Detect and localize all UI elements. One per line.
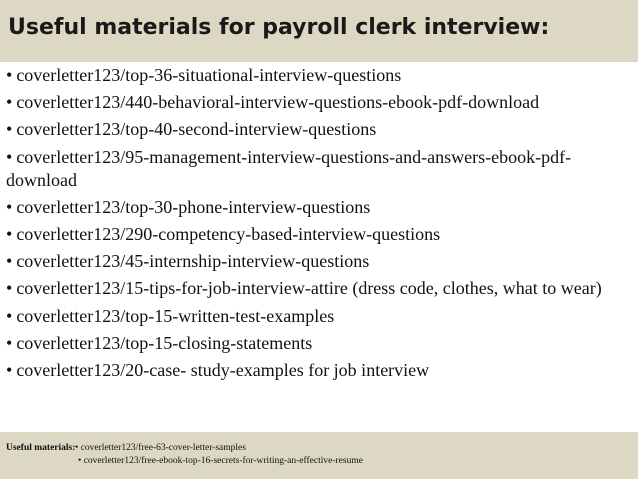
footer-link-text: coverletter123/free-63-cover-letter-samples bbox=[80, 443, 246, 453]
list-item-text: coverletter123/45-internship-interview-questions bbox=[16, 251, 370, 272]
list-item[interactable] bbox=[6, 223, 632, 246]
list-item-text: coverletter123/95-management-interview-questions-and-answers-ebook-pdf-download bbox=[6, 146, 572, 190]
list-item[interactable] bbox=[6, 277, 632, 300]
page-title: Useful materials for payroll clerk interview: bbox=[8, 15, 550, 40]
list-item-text: coverletter123/top-15-closing-statements bbox=[16, 332, 313, 353]
bullet: • bbox=[6, 146, 13, 167]
bullet: • bbox=[6, 223, 13, 244]
bullet: • bbox=[6, 251, 13, 272]
footer-link[interactable] bbox=[75, 443, 246, 454]
list-item-text: coverletter123/15-tips-for-job-interview-attire (dress code, clothes, what to wear) bbox=[16, 278, 602, 299]
list-item-text: coverletter123/top-15-written-test-examples bbox=[16, 305, 335, 326]
list-item[interactable] bbox=[6, 359, 632, 382]
list-item-text: coverletter123/top-36-situational-interview-questions bbox=[16, 65, 402, 85]
bullet: • bbox=[6, 196, 13, 217]
list-item[interactable] bbox=[6, 91, 632, 114]
bullet: • bbox=[6, 305, 13, 326]
list-item[interactable] bbox=[6, 250, 632, 273]
list-item-text: coverletter123/290-competency-based-interview-questions bbox=[16, 223, 441, 244]
list-item[interactable] bbox=[6, 118, 632, 141]
footer-band bbox=[0, 432, 638, 479]
list-item-text: coverletter123/20-case- study-examples for job interview bbox=[16, 359, 430, 380]
bullet: • bbox=[6, 65, 13, 85]
footer-link[interactable] bbox=[78, 456, 363, 467]
footer-link-text: coverletter123/free-ebook-top-16-secrets-for-writing-an-effective-resume bbox=[83, 456, 363, 466]
bullet: • bbox=[78, 456, 82, 466]
bullet: • bbox=[6, 119, 13, 140]
list-item-text: coverletter123/top-30-phone-interview-questions bbox=[16, 196, 371, 217]
bullet: • bbox=[6, 332, 13, 353]
list-item[interactable] bbox=[6, 332, 632, 355]
bullet: • bbox=[6, 278, 13, 299]
list-item[interactable] bbox=[6, 305, 632, 328]
materials-list bbox=[6, 64, 632, 386]
list-item[interactable] bbox=[6, 146, 632, 192]
bullet: • bbox=[75, 443, 79, 453]
footer-label: Useful materials: bbox=[6, 443, 76, 453]
list-item[interactable] bbox=[6, 196, 632, 219]
title-band bbox=[0, 0, 638, 62]
list-item-text: coverletter123/top-40-second-interview-questions bbox=[16, 119, 377, 140]
bullet: • bbox=[6, 359, 13, 380]
list-item-text: coverletter123/440-behavioral-interview-questions-ebook-pdf-download bbox=[16, 92, 540, 113]
bullet: • bbox=[6, 92, 13, 113]
list-item[interactable] bbox=[6, 64, 632, 87]
